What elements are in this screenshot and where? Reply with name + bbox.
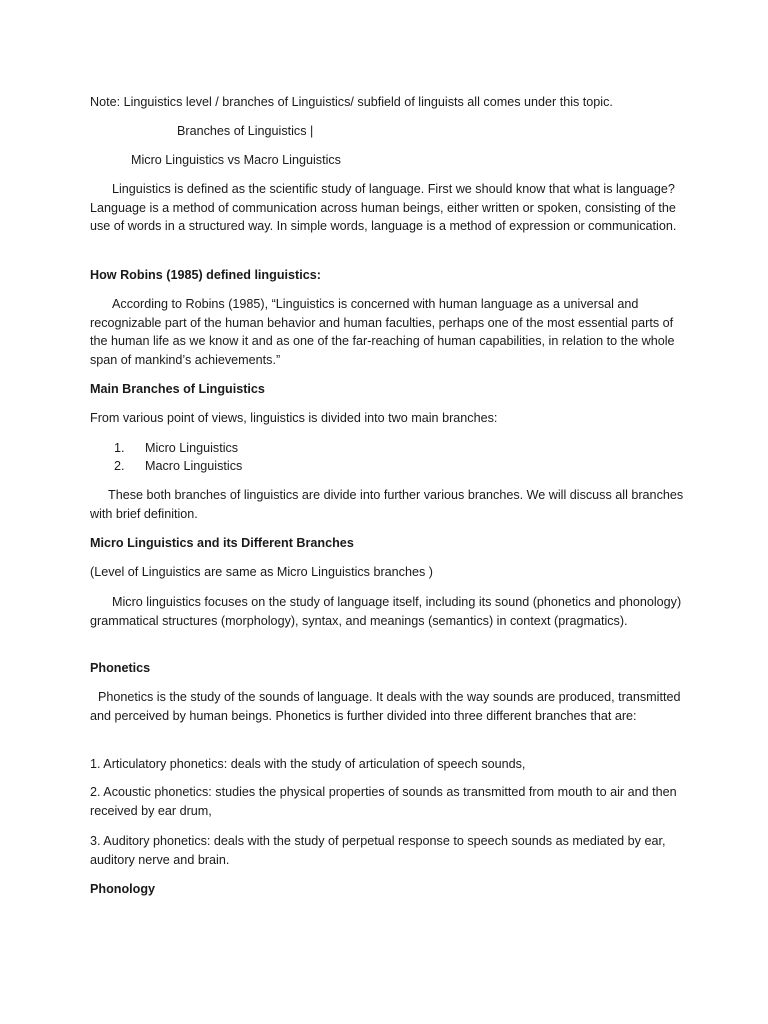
phonetics-item: 1. Articulatory phonetics: deals with the study of articulation of speech sounds, bbox=[90, 757, 526, 771]
list-label: Macro Linguistics bbox=[145, 459, 243, 473]
list-item bbox=[114, 439, 514, 458]
list-number: 2. bbox=[114, 459, 125, 473]
intro-paragraph: Linguistics is defined as the scientific study of language. First we should know that what is language? Language is a method of communication across human beings, either written or spoken, consisting of the use of words in a structured way. In simple words, language is a method of expression or communication. bbox=[90, 182, 677, 233]
main-branches-intro: From various point of views, linguistics is divided into two main branches: bbox=[90, 411, 498, 425]
phonology-heading: Phonology bbox=[90, 882, 156, 896]
phonetics-item: 3. Auditory phonetics: deals with the study of perpetual response to speech sounds as mediated by ear, auditory nerve and brain. bbox=[90, 834, 666, 867]
micro-level-note: (Level of Linguistics are same as Micro Linguistics branches ) bbox=[90, 565, 433, 579]
phonetics-description-paragraph: Phonetics is the study of the sounds of language. It deals with the way sounds are produced, transmitted and perceived by human beings. Phonetics is further divided into three different branches that are: bbox=[90, 690, 681, 723]
branches-note-paragraph: These both branches of linguistics are divide into further various branches. We will discuss all branches with brief definition. bbox=[90, 488, 684, 521]
list-label: Micro Linguistics bbox=[145, 441, 239, 455]
micro-heading: Micro Linguistics and its Different Branches bbox=[90, 536, 354, 550]
doc-subtitle: Micro Linguistics vs Macro Linguistics bbox=[131, 153, 341, 167]
note-paragraph: Note: Linguistics level / branches of Linguistics/ subfield of linguists all comes under this topic. bbox=[90, 95, 613, 109]
phonetics-heading: Phonetics bbox=[90, 661, 151, 675]
robins-quote-paragraph: According to Robins (1985), “Linguistics is concerned with human language as a universal and recognizable part of the human behavior and human faculties, perhaps one of the most essential parts of the human life as we know it and as one of the far-reaching of human capabilities, in relation to the whole span of mankind’s achievements.” bbox=[90, 297, 675, 367]
list-item bbox=[114, 457, 514, 476]
main-branches-heading: Main Branches of Linguistics bbox=[90, 382, 265, 396]
robins-heading: How Robins (1985) defined linguistics: bbox=[90, 268, 321, 282]
doc-title: Branches of Linguistics | bbox=[177, 124, 314, 138]
list-number: 1. bbox=[114, 441, 125, 455]
micro-description-paragraph: Micro linguistics focuses on the study of language itself, including its sound (phonetics and phonology) grammatical structures (morphology), syntax, and meanings (semantics) in context (pragmatics). bbox=[90, 595, 682, 628]
phonetics-item: 2. Acoustic phonetics: studies the physical properties of sounds as transmitted from mouth to air and then received by ear drum, bbox=[90, 785, 677, 818]
